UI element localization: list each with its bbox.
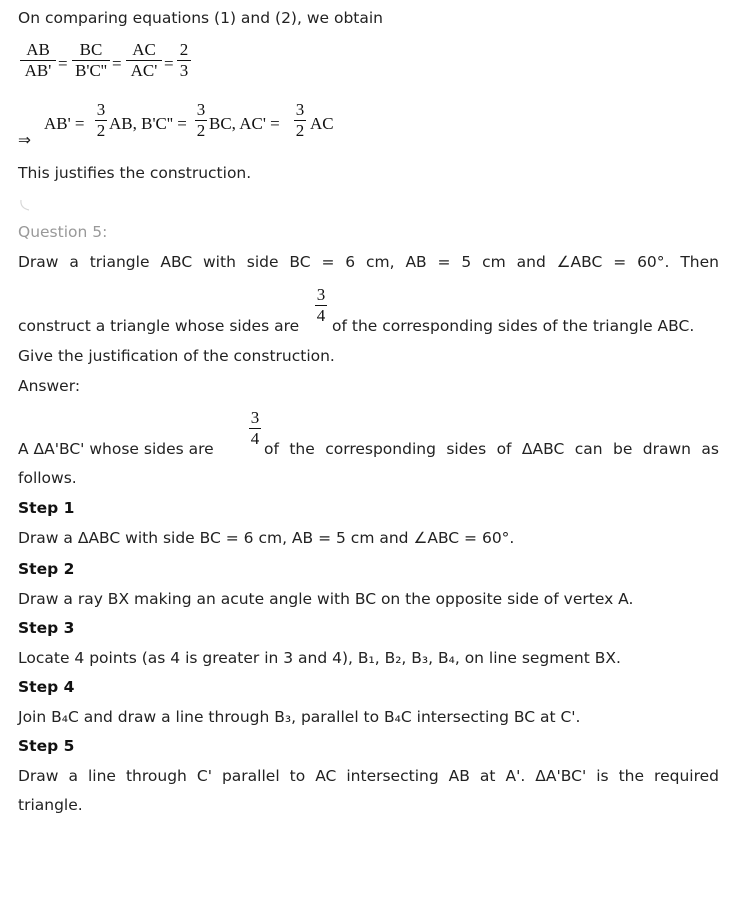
step-2-text: Draw a ray BX making an acute angle with BC on the opposite side of vertex A. <box>18 590 634 608</box>
question-line-1: Draw a triangle ABC with side BC = 6 cm, AB = 5 cm and ∠ABC = 60°. Then <box>18 253 719 271</box>
equals-sign: = <box>58 54 68 73</box>
step-5-title: Step 5 <box>18 737 75 755</box>
fraction-three-halves: 3 2 <box>295 100 305 140</box>
step-1-text: Draw a ΔABC with side BC = 6 cm, AB = 5 cm and ∠ABC = 60°. <box>18 529 515 547</box>
step-5-text-continued: triangle. <box>18 796 83 814</box>
step-1-title: Step 1 <box>18 499 75 517</box>
fraction-three-quarters: 3 4 <box>250 408 260 448</box>
result-term-ac: AC <box>310 114 334 133</box>
fraction-ab-over-ab-prime: AB AB' <box>20 41 56 80</box>
step-4-text: Join B₄C and draw a line through B₃, parallel to B₄C intersecting BC at C'. <box>18 708 581 726</box>
justification-text: This justifies the construction. <box>18 164 252 182</box>
fraction-two-thirds: 2 3 <box>177 41 191 80</box>
step-2-title: Step 2 <box>18 560 75 578</box>
question-line-3: Give the justification of the construction. <box>18 347 335 365</box>
implies-symbol: ⇒ <box>18 131 31 149</box>
step-3-text: Locate 4 points (as 4 is greater in 3 and 4), B₁, B₂, B₃, B₄, on line segment BX. <box>18 649 621 667</box>
answer-label: Answer: <box>18 377 81 395</box>
fraction-ac-over-ac-prime: AC AC' <box>126 41 162 80</box>
fraction-three-halves: 3 2 <box>196 100 206 140</box>
equals-sign: = <box>112 54 122 73</box>
result-term-bc-prime: AB, B'C'' = <box>109 114 187 133</box>
step-4-title: Step 4 <box>18 678 75 696</box>
question-line-2a: construct a triangle whose sides are <box>18 317 300 335</box>
result-term-ab-prime: AB' = <box>44 114 85 133</box>
intro-text: On comparing equations (1) and (2), we obtain <box>18 9 383 27</box>
answer-line-2: follows. <box>18 469 77 487</box>
result-term-ac-prime: BC, AC' = <box>209 114 280 133</box>
equals-sign: = <box>164 54 174 73</box>
answer-line-1b: of the corresponding sides of ΔABC can be drawn as <box>264 440 719 458</box>
faint-arc-mark <box>18 198 32 212</box>
fraction-three-quarters: 3 4 <box>316 285 326 325</box>
answer-line-1a: A ΔA'BC' whose sides are <box>18 440 214 458</box>
question-line-2b: of the corresponding sides of the triangle ABC. <box>332 317 695 335</box>
fraction-bc-over-bc-prime: BC B'C'' <box>72 41 110 80</box>
question-title: Question 5: <box>18 223 108 241</box>
fraction-three-halves: 3 2 <box>96 100 106 140</box>
step-3-title: Step 3 <box>18 619 75 637</box>
step-5-text: Draw a line through C' parallel to AC intersecting AB at A'. ΔA'BC' is the required <box>18 767 719 785</box>
